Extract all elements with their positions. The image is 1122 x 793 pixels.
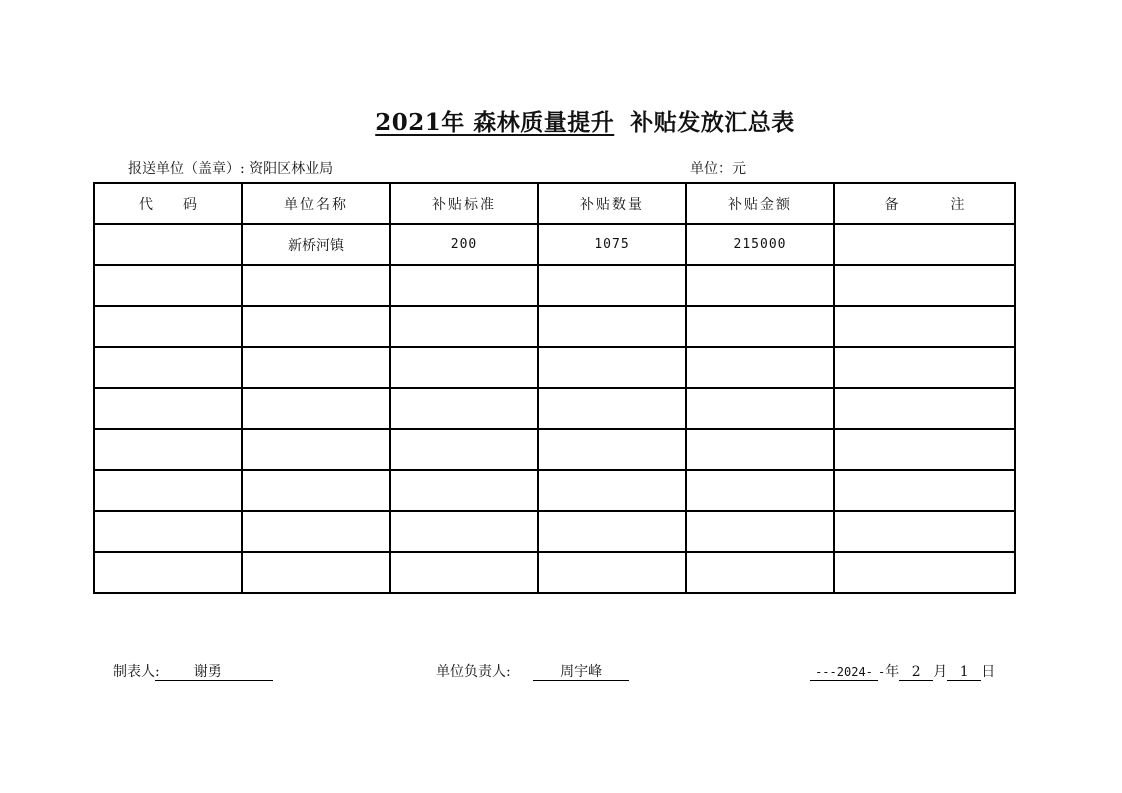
cell-quantity: [538, 265, 686, 306]
cell-quantity: [538, 511, 686, 552]
cell-standard: [390, 306, 538, 347]
title-underlined-part: 2021年 森林质量提升: [375, 109, 615, 136]
date-year: 2024: [836, 665, 866, 679]
reporting-unit-label: 报送单位（盖章）:: [128, 161, 245, 177]
cell-standard: 200: [390, 224, 538, 265]
date-year-line: ---2024-: [810, 664, 878, 681]
cell-quantity: [538, 347, 686, 388]
currency-unit: [690, 158, 746, 178]
currency-label: 单位：: [690, 161, 732, 177]
cell-amount: [686, 265, 834, 306]
cell-unit-name: [242, 511, 390, 552]
cell-code: [94, 470, 242, 511]
header-amount: 补贴金额: [686, 183, 834, 224]
table-row: [94, 552, 1015, 593]
cell-unit-name: [242, 388, 390, 429]
cell-unit-name: [242, 347, 390, 388]
responsible-line: [533, 664, 629, 681]
cell-standard: [390, 552, 538, 593]
cell-quantity: [538, 429, 686, 470]
cell-amount: [686, 347, 834, 388]
cell-amount: [686, 388, 834, 429]
preparer-label: 制表人: [113, 664, 155, 680]
cell-remark: [834, 552, 1015, 593]
header-unit-name: 单位名称: [242, 183, 390, 224]
cell-standard: [390, 511, 538, 552]
preparer: [113, 661, 273, 681]
cell-code: [94, 265, 242, 306]
table-row: [94, 224, 1015, 265]
cell-remark: [834, 429, 1015, 470]
date-month-unit: 月: [933, 664, 948, 680]
date-day-unit: 日: [981, 664, 996, 680]
cell-code: [94, 511, 242, 552]
report-date: ---2024- -年 2 月 1 日: [810, 661, 995, 681]
cell-amount: 215000: [686, 224, 834, 265]
cell-quantity: [538, 470, 686, 511]
date-month-line: [899, 664, 933, 681]
cell-amount: [686, 470, 834, 511]
header-quantity: 补贴数量: [538, 183, 686, 224]
date-day-line: [947, 664, 981, 681]
cell-standard: [390, 388, 538, 429]
preparer-line: : 谢勇: [155, 664, 273, 681]
header-remark: 备 注: [834, 183, 1015, 224]
cell-amount: [686, 511, 834, 552]
preparer-name: 谢勇: [193, 664, 222, 680]
cell-remark: [834, 347, 1015, 388]
reporting-unit-value: 资阳区林业局: [249, 161, 334, 177]
table-row: [94, 470, 1015, 511]
cell-quantity: 1075: [538, 224, 686, 265]
cell-unit-name: [242, 265, 390, 306]
cell-remark: [834, 470, 1015, 511]
cell-amount: [686, 429, 834, 470]
date-month: 2: [911, 664, 921, 680]
cell-quantity: [538, 552, 686, 593]
cell-unit-name: [242, 552, 390, 593]
cell-quantity: [538, 388, 686, 429]
cell-remark: [834, 224, 1015, 265]
cell-amount: [686, 552, 834, 593]
header-standard: 补贴标准: [390, 183, 538, 224]
table-row: [94, 306, 1015, 347]
cell-unit-name: [242, 470, 390, 511]
cell-unit-name: 新桥河镇: [242, 224, 390, 265]
document-title: [0, 104, 1122, 137]
date-day: 1: [959, 664, 969, 680]
table-row: [94, 388, 1015, 429]
table-header-row: [94, 183, 1015, 224]
table-row: [94, 429, 1015, 470]
cell-code: [94, 306, 242, 347]
cell-standard: [390, 347, 538, 388]
cell-code: [94, 347, 242, 388]
responsible-label: 单位负责人:: [436, 664, 511, 680]
date-year-unit: 年: [885, 664, 900, 680]
table-row: [94, 347, 1015, 388]
cell-remark: [834, 511, 1015, 552]
table-row: [94, 265, 1015, 306]
cell-code: [94, 388, 242, 429]
reporting-unit: [128, 158, 333, 178]
cell-unit-name: [242, 429, 390, 470]
cell-remark: [834, 388, 1015, 429]
responsible-person: [436, 661, 629, 681]
currency-value: 元: [732, 161, 746, 177]
cell-remark: [834, 306, 1015, 347]
cell-unit-name: [242, 306, 390, 347]
cell-standard: [390, 470, 538, 511]
table-row: [94, 511, 1015, 552]
cell-code: [94, 552, 242, 593]
cell-code: [94, 224, 242, 265]
title-suffix: 补贴发放汇总表: [630, 109, 795, 136]
cell-standard: [390, 265, 538, 306]
header-code: 代 码: [94, 183, 242, 224]
responsible-name: 周宇峰: [560, 664, 603, 680]
cell-amount: [686, 306, 834, 347]
cell-remark: [834, 265, 1015, 306]
cell-code: [94, 429, 242, 470]
cell-quantity: [538, 306, 686, 347]
subsidy-summary-table: [93, 182, 1016, 594]
cell-standard: [390, 429, 538, 470]
